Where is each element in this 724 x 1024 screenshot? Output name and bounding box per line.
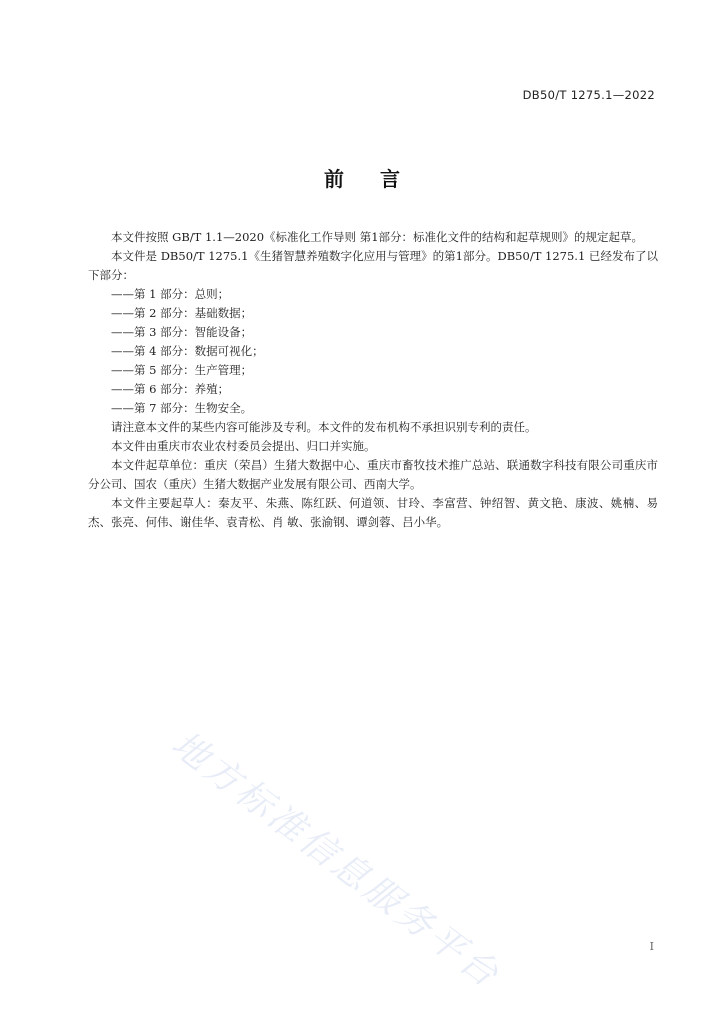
- parts-list: [88, 285, 658, 418]
- paragraph-drafting-rules: 本文件按照 GB/T 1.1—2020《标准化工作导则 第1部分：标准化文件的结构和起草规则》的规定起草。: [111, 230, 644, 244]
- list-item: ——第 3 部分：智能设备；: [111, 325, 253, 339]
- list-item: ——第 5 部分：生产管理；: [111, 363, 253, 377]
- page-number: I: [649, 940, 654, 953]
- paragraph-drafting-units: 本文件起草单位：重庆（荣昌）生猪大数据中心、重庆市畜牧技术推广总站、联通数字科技有限公司重庆市分公司、国农（重庆）生猪大数据产业发展有限公司、西南大学。: [88, 458, 658, 491]
- watermark: 地方标准信息服务平台: [163, 723, 508, 998]
- list-item: ——第 6 部分：养殖；: [111, 382, 230, 396]
- page-title: 前言: [324, 167, 436, 191]
- paragraph-patent-notice: 请注意本文件的某些内容可能涉及专利。本文件的发布机构不承担识别专利的责任。: [111, 420, 537, 434]
- paragraph-proposer: 本文件由重庆市农业农村委员会提出、归口并实施。: [111, 439, 376, 453]
- foreword-body: [88, 228, 658, 532]
- document-code: DB50/T 1275.1—2022: [522, 88, 655, 102]
- list-item: ——第 1 部分：总则；: [111, 287, 230, 301]
- list-item: ——第 2 部分：基础数据；: [111, 306, 253, 320]
- list-item: ——第 4 部分：数据可视化；: [111, 344, 264, 358]
- paragraph-document-series: 本文件是 DB50/T 1275.1《生猪智慧养殖数字化应用与管理》的第1部分。DB50/T 1275.1 已经发布了以下部分：: [88, 249, 658, 282]
- list-item: ——第 7 部分：生物安全。: [111, 401, 253, 415]
- paragraph-drafters: 本文件主要起草人：秦友平、朱燕、陈红跃、何道领、甘玲、李富营、钟绍智、黄文艳、康波、姚楠、易杰、张亮、何伟、谢佳华、袁青松、肖 敏、张渝钢、谭剑蓉、吕小华。: [88, 496, 658, 529]
